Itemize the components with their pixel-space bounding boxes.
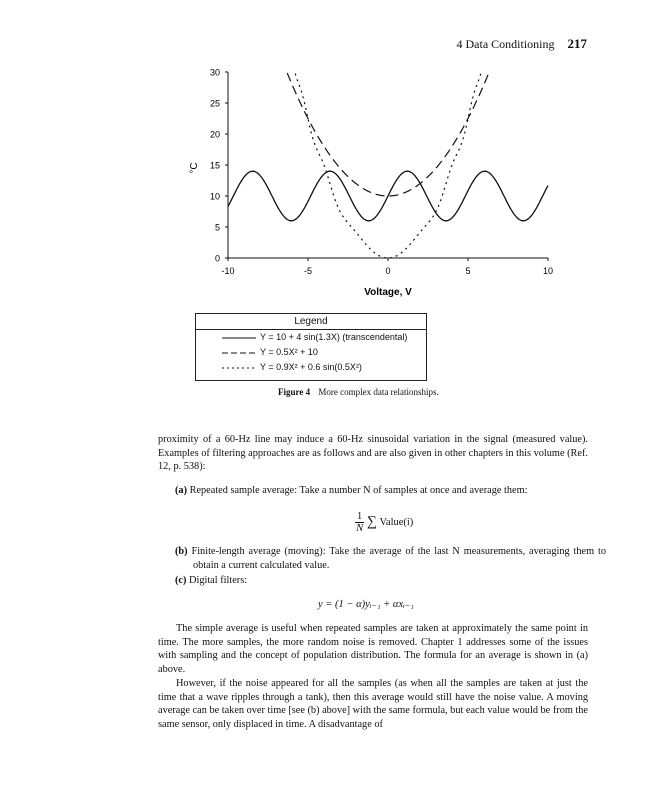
solid-line-swatch	[222, 330, 256, 345]
chart-legend	[195, 313, 427, 381]
sum-symbol: ∑	[366, 514, 377, 530]
list-label: (c)	[175, 575, 187, 586]
chart-axes	[210, 68, 553, 277]
y-tick-label: 0	[214, 253, 220, 264]
fraction	[355, 511, 364, 534]
x-tick-label: -5	[303, 266, 313, 276]
figure-label: Figure 4	[278, 387, 311, 397]
legend-label: Y = 10 + 4 sin(1.3X) (transcendental)	[260, 332, 408, 342]
list-item-b	[175, 545, 606, 572]
y-tick-label: 10	[209, 191, 220, 202]
chart-series	[228, 73, 548, 258]
y-axis-label: °C	[189, 162, 200, 174]
figure-caption	[278, 387, 439, 397]
paragraph: However, if the noise appeared for all the samples (as when all the samples are taken at just the time that a wave ripples through a tank), then this average would still have the noise value. A moving average can be taken over time [see (b) above] with the same formula, but each value would be from the same sensor, only displaced in time. A disadvantage of	[158, 678, 589, 730]
list-label: (b)	[175, 546, 188, 557]
fraction-denominator: N	[356, 523, 364, 534]
section-title: 4 Data Conditioning	[456, 37, 555, 51]
legend-label: Y = 0.9X² + 0.6 sin(0.5X²)	[260, 362, 362, 372]
dashed-line-swatch	[222, 345, 256, 360]
y-tick-label: 5	[214, 222, 220, 233]
y-tick-label: 15	[209, 160, 220, 171]
list-text: Repeated sample average: Take a number N of samples at once and average them:	[189, 485, 528, 496]
list-item-a	[175, 484, 588, 498]
legend-item-dotted	[196, 360, 426, 375]
paragraph: The simple average is useful when repeated samples are taken at approximately the same point in time. The more samples, the more random noise is removed. Chapter 1 addresses some of the issues with sampling and the concept of population distribution. The formula for an average is shown in (a) above.	[158, 623, 588, 675]
x-tick-label: -10	[221, 266, 235, 276]
page-number: 217	[567, 36, 587, 51]
list-label: (a)	[175, 485, 188, 496]
y-tick-label: 30	[209, 67, 220, 78]
figure-caption-text: More complex data relationships.	[318, 387, 439, 397]
equation-average	[355, 511, 413, 534]
legend-label: Y = 0.5X² + 10	[260, 347, 318, 357]
y-tick-label: 20	[209, 129, 220, 140]
series-line-dashed	[287, 73, 489, 196]
x-tick-label: 5	[465, 266, 471, 276]
series-line-solid	[228, 171, 548, 221]
x-tick-label: 0	[385, 266, 391, 276]
x-axis-label: Voltage, V	[364, 287, 412, 298]
x-tick-label: 10	[542, 266, 554, 276]
series-line-dotted	[295, 74, 481, 258]
sum-body: Value(i)	[379, 517, 414, 528]
legend-title: Legend	[196, 314, 426, 330]
legend-item-solid	[196, 330, 426, 345]
fraction-numerator: 1	[357, 511, 363, 522]
dotted-line-swatch	[222, 360, 256, 375]
list-item-c	[175, 574, 588, 588]
list-text: Finite-length average (moving): Take the average of the last N measurements, averaging them to obtain a current calculated value.	[191, 546, 606, 571]
y-tick-label: 25	[209, 98, 220, 109]
paragraph: proximity of a 60-Hz line may induce a 60-Hz sinusoidal variation in the signal (measured value). Examples of filtering approaches are as follows and are also given in other chapters in this volume (Ref. 12, p. 538):	[158, 434, 588, 473]
legend-item-dashed	[196, 345, 426, 360]
figure-chart	[0, 0, 647, 310]
list-text: Digital filters:	[189, 575, 248, 586]
equation-digital-filter: y = (1 − α)yᵢ₋₁ + αxᵢ₋₁	[318, 599, 414, 610]
